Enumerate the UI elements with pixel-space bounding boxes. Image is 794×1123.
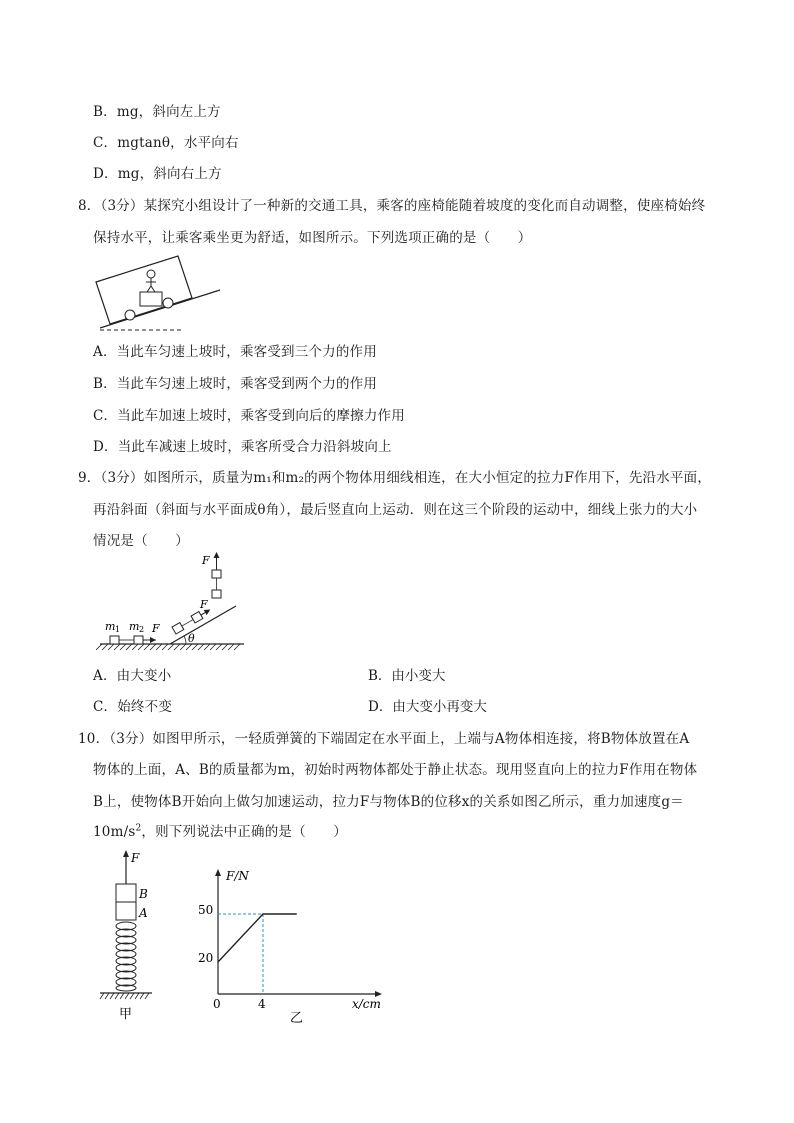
q10-yi-caption: 乙 [290, 1011, 304, 1024]
q9-f-incline-label: F [200, 598, 208, 611]
q9-figure-three-stages [96, 550, 256, 656]
q9-option-b: B．由小变大 [368, 668, 446, 684]
q7-option-b: B．mg，斜向左上方 [93, 104, 221, 120]
q8-figure-car-on-slope [92, 252, 252, 336]
q10-jia-caption: 甲 [119, 1007, 133, 1022]
q8-option-a: A．当此车匀速上坡时，乘客受到三个力的作用 [93, 344, 377, 360]
q9-f-vertical-label: F [202, 554, 210, 567]
q9-stem-line3: 情况是（ ） [93, 533, 189, 549]
q9-stem-line1: 9．（3分）如图所示，质量为m₁和m₂的两个物体用细线相连，在大小恒定的拉力F作用下，先沿水平面， [78, 470, 712, 486]
q9-m1-subscript: 1 [115, 625, 121, 634]
q10-g-exponent: 2 [135, 823, 142, 834]
q9-stem-line2: 再沿斜面（斜面与水平面成θ角），最后竖直向上运动．则在这三个阶段的运动中，细线上张力的大小 [93, 502, 698, 518]
q10-figure-yi-chart [190, 866, 390, 1024]
chart-x-tick-0: 0 [213, 997, 221, 1011]
q9-m2-label: m [129, 620, 140, 633]
chart-x-axis-label: x/cm [352, 997, 381, 1011]
q9-option-c: C．始终不变 [93, 699, 173, 715]
q10-g-value: 10m/s [93, 824, 136, 840]
q8-stem-line2: 保持水平，让乘客乘坐更为舒适，如图所示。下列选项正确的是（ ） [93, 230, 532, 246]
q9-option-a: A．由大变小 [93, 668, 172, 684]
chart-y-axis-arrow [215, 869, 221, 876]
q10-figure-jia-spring [92, 848, 172, 1024]
q7-option-d: D．mg，斜向右上方 [93, 166, 222, 182]
q10-jia-f-label: F [131, 851, 140, 865]
q10-jia-a-label: A [139, 906, 148, 920]
q8-stem-line1: 8．（3分）某探究小组设计了一种新的交通工具，乘客的座椅能随着坡度的变化而自动调整，使座椅始终 [78, 198, 706, 214]
q8-option-d: D．当此车减速上坡时，乘客所受合力沿斜坡向上 [93, 439, 392, 455]
q9-m2-subscript: 2 [139, 625, 145, 634]
chart-x-tick-4: 4 [258, 997, 266, 1011]
q10-jia-b-label: B [139, 887, 148, 901]
chart-series-line [218, 914, 297, 962]
q10-stem-line4-tail: ，则下列说法中正确的是（ ） [141, 824, 347, 840]
q9-theta-label: θ [188, 632, 195, 645]
q10-stem-line1: 10．（3分）如图甲所示，一轻质弹簧的下端固定在水平面上，上端与A物体相连接，将B物体放置在A [78, 731, 690, 747]
q7-option-c: C．mgtanθ，水平向右 [93, 135, 239, 151]
chart-y-axis-label: F/N [226, 869, 249, 883]
q9-option-d: D．由大变小再变大 [368, 699, 487, 715]
q9-f-horizontal-label: F [152, 622, 160, 635]
chart-y-tick-20: 20 [198, 951, 214, 965]
q10-stem-line3: B上，使物体B开始向上做匀加速运动，拉力F与物体B的位移x的关系如图乙所示，重力加速度g＝ [93, 794, 684, 810]
chart-y-tick-50: 50 [198, 903, 214, 917]
q8-option-c: C．当此车加速上坡时，乘客受到向后的摩擦力作用 [93, 408, 405, 424]
q8-option-b: B．当此车匀速上坡时，乘客受到两个力的作用 [93, 376, 378, 392]
q9-m1-label: m [105, 620, 116, 633]
q10-stem-line2: 物体的上面，A、B的质量都为m，初始时两物体都处于静止状态。现用竖直向上的拉力F作用在物体 [93, 762, 698, 778]
q10-stem-line4 [93, 820, 347, 840]
